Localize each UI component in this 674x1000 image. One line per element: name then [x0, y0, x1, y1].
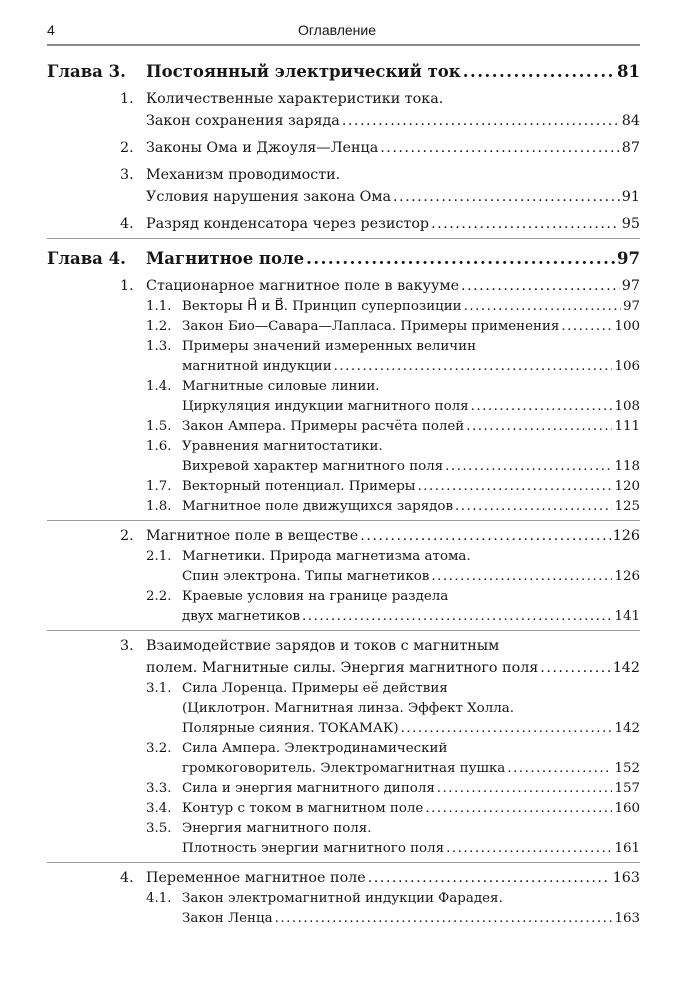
page-ref: 126 — [614, 569, 640, 584]
dot-leader — [360, 525, 610, 547]
chapter-entry[interactable] — [47, 247, 640, 271]
dot-leader — [464, 297, 621, 317]
subsection-entry[interactable] — [146, 417, 640, 437]
entry-number: 1.3. — [146, 339, 172, 354]
dot-leader — [561, 317, 612, 337]
entry-number: 3. — [120, 167, 134, 183]
page-ref: 84 — [621, 113, 640, 129]
subsection-entry[interactable] — [146, 779, 640, 799]
entry-title-line: Сила Ампера. Электродинамический — [182, 741, 448, 756]
dot-leader — [455, 497, 612, 517]
entry-title-line: Магнитное поле движущихся зарядов — [182, 499, 453, 514]
section-entry[interactable] — [120, 635, 640, 679]
page-ref: 95 — [621, 216, 640, 232]
section-entry[interactable] — [120, 275, 640, 297]
entry-title-line: Постоянный электрический ток — [146, 62, 461, 81]
page-ref: 126 — [612, 528, 640, 544]
entry-title-line: Векторный потенциал. Примеры — [182, 479, 416, 494]
chapter-entry[interactable] — [47, 60, 640, 84]
page-ref: 163 — [614, 911, 640, 926]
entry-title-line: Условия нарушения закона Ома — [146, 189, 391, 205]
separator-line — [47, 520, 640, 521]
dot-leader — [461, 275, 620, 297]
separator-line — [47, 238, 640, 239]
section-entry[interactable] — [120, 164, 640, 208]
entry-title-line: (Циклотрон. Магнитная линза. Эффект Холла. — [182, 701, 514, 716]
entry-title-line: Плотность энергии магнитного поля — [182, 841, 445, 856]
page-ref: 125 — [614, 499, 640, 514]
entry-number: 3.3. — [146, 781, 172, 796]
entry-title-line: полем. Магнитные силы. Энергия магнитного поля — [146, 660, 539, 676]
page-number: 4 — [47, 22, 55, 38]
section-entry[interactable] — [120, 137, 640, 159]
entry-number: 2.1. — [146, 549, 172, 564]
dot-leader — [417, 477, 612, 497]
entry-title-line: Сила Лоренца. Примеры её действия — [182, 681, 448, 696]
dot-leader — [306, 247, 615, 271]
entry-number: 3.2. — [146, 741, 172, 756]
chapter-label: Глава 4. — [47, 249, 126, 268]
page-ref: 97 — [617, 249, 640, 268]
subsection-entry[interactable] — [146, 739, 640, 779]
entry-number: 1.6. — [146, 439, 172, 454]
section-entry[interactable] — [120, 867, 640, 889]
dot-leader — [302, 607, 612, 627]
dot-leader — [507, 759, 612, 779]
entry-number: 2.2. — [146, 589, 172, 604]
separator-line — [47, 630, 640, 631]
entry-title-line: Примеры значений измеренных величин — [182, 339, 476, 354]
subsection-entry[interactable] — [146, 799, 640, 819]
entry-title-line: Спин электрона. Типы магнетиков — [182, 569, 430, 584]
subsection-entry[interactable] — [146, 337, 640, 377]
subsection-entry[interactable] — [146, 889, 640, 929]
section-entry[interactable] — [120, 88, 640, 132]
entry-number: 1.5. — [146, 419, 172, 434]
page-ref: 97 — [622, 299, 640, 314]
section-entry[interactable] — [120, 213, 640, 235]
page-ref: 120 — [614, 479, 640, 494]
page-ref: 141 — [614, 609, 640, 624]
dot-leader — [368, 867, 611, 889]
entry-title-line: Переменное магнитное поле — [146, 870, 366, 886]
entry-title-line: Закон сохранения заряда — [146, 113, 340, 129]
dot-leader — [380, 137, 620, 159]
entry-title-line: Сила и энергия магнитного диполя — [182, 781, 435, 796]
entry-title-line: Взаимодействие зарядов и токов с магнитным — [146, 638, 500, 654]
entry-number: 1.1. — [146, 299, 172, 314]
page-ref: 152 — [614, 761, 640, 776]
dot-leader — [463, 60, 615, 84]
page-ref: 100 — [614, 319, 640, 334]
entry-number: 3.4. — [146, 801, 172, 816]
dot-leader — [425, 799, 612, 819]
dot-leader — [401, 719, 613, 739]
page-header — [0, 0, 674, 44]
entry-title-line: Векторы H⃗ и B⃗. Принцип суперпозиции — [182, 299, 462, 314]
page-ref: 111 — [614, 419, 640, 434]
entry-title-line: магнитной индукции — [182, 359, 332, 374]
entry-title-line: Количественные характеристики тока. — [146, 91, 444, 107]
subsection-entry[interactable] — [146, 317, 640, 337]
entry-number: 4. — [120, 216, 134, 232]
dot-leader — [466, 417, 612, 437]
entry-title-line: Полярные сияния. ТОКАМАК) — [182, 721, 399, 736]
entry-number: 1.7. — [146, 479, 172, 494]
entry-number: 2. — [120, 140, 134, 156]
section-entry[interactable] — [120, 525, 640, 547]
dot-leader — [431, 213, 620, 235]
entry-title-line: громкоговоритель. Электромагнитная пушка — [182, 761, 506, 776]
entry-number: 3. — [120, 638, 134, 654]
page-ref: 97 — [621, 278, 640, 294]
page-ref: 87 — [621, 140, 640, 156]
entry-title-line: Циркуляция индукции магнитного поля — [182, 399, 469, 414]
entry-title-line: Магнитные силовые линии. — [182, 379, 380, 394]
entry-title-line: Закон Ампера. Примеры расчёта полей — [182, 419, 465, 434]
page-ref: 91 — [621, 189, 640, 205]
page-ref: 157 — [614, 781, 640, 796]
dot-leader — [431, 567, 612, 587]
entry-title-line: Магнетики. Природа магнетизма атома. — [182, 549, 471, 564]
dot-leader — [334, 357, 613, 377]
dot-leader — [275, 909, 613, 929]
entry-title-line: Стационарное магнитное поле в вакууме — [146, 278, 460, 294]
entry-number: 1.2. — [146, 319, 172, 334]
entry-title-line: Закон Био—Савара—Лапласа. Примеры применения — [182, 319, 560, 334]
page-ref: 81 — [617, 62, 640, 81]
dot-leader — [445, 457, 612, 477]
entry-title-line: Уравнения магнитостатики. — [182, 439, 383, 454]
page-ref: 161 — [614, 841, 640, 856]
entry-title-line: Разряд конденсатора через резистор — [146, 216, 430, 232]
page-ref: 118 — [614, 459, 640, 474]
dot-leader — [342, 110, 620, 132]
page-ref: 160 — [614, 801, 640, 816]
subsection-entry[interactable] — [146, 819, 640, 859]
page-ref: 106 — [614, 359, 640, 374]
entry-number: 3.1. — [146, 681, 172, 696]
page-ref: 163 — [612, 870, 640, 886]
entry-title-line: Закон электромагнитной индукции Фарадея. — [182, 891, 503, 906]
entry-number: 3.5. — [146, 821, 172, 836]
entry-title-line: Краевые условия на границе раздела — [182, 589, 449, 604]
subsection-entry[interactable] — [146, 297, 640, 317]
entry-title-line: Магнитное поле в веществе — [146, 528, 359, 544]
page-ref: 108 — [614, 399, 640, 414]
entry-number: 1. — [120, 91, 134, 107]
separator-line — [47, 862, 640, 863]
entry-number: 1.4. — [146, 379, 172, 394]
header-rule — [47, 44, 640, 46]
entry-title-line: Энергия магнитного поля. — [182, 821, 372, 836]
entry-title-line: Контур с током в магнитном поле — [182, 801, 424, 816]
dot-leader — [540, 657, 610, 679]
dot-leader — [437, 779, 613, 799]
subsection-entry[interactable] — [146, 679, 640, 739]
entry-number: 1.8. — [146, 499, 172, 514]
dot-leader — [446, 839, 612, 859]
entry-title-line: Магнитное поле — [146, 249, 305, 268]
entry-title-line: Механизм проводимости. — [146, 167, 341, 183]
dot-leader — [393, 186, 620, 208]
entry-number: 2. — [120, 528, 134, 544]
entry-number: 4.1. — [146, 891, 172, 906]
entry-title-line: Вихревой характер магнитного поля — [182, 459, 444, 474]
subsection-entry[interactable] — [146, 547, 640, 587]
dot-leader — [471, 397, 613, 417]
subsection-entry[interactable] — [146, 477, 640, 497]
entry-title-line: Закон Ленца — [182, 911, 273, 926]
entry-number: 4. — [120, 870, 134, 886]
page-ref: 142 — [612, 660, 640, 676]
entry-number: 1. — [120, 278, 134, 294]
subsection-entry[interactable] — [146, 587, 640, 627]
entry-title-line: Законы Ома и Джоуля—Ленца — [146, 140, 379, 156]
subsection-entry[interactable] — [146, 437, 640, 477]
entry-title-line: двух магнетиков — [182, 609, 301, 624]
running-title: Оглавление — [297, 22, 377, 38]
chapter-label: Глава 3. — [47, 62, 126, 81]
page-ref: 142 — [614, 721, 640, 736]
subsection-entry[interactable] — [146, 377, 640, 417]
subsection-entry[interactable] — [146, 497, 640, 517]
